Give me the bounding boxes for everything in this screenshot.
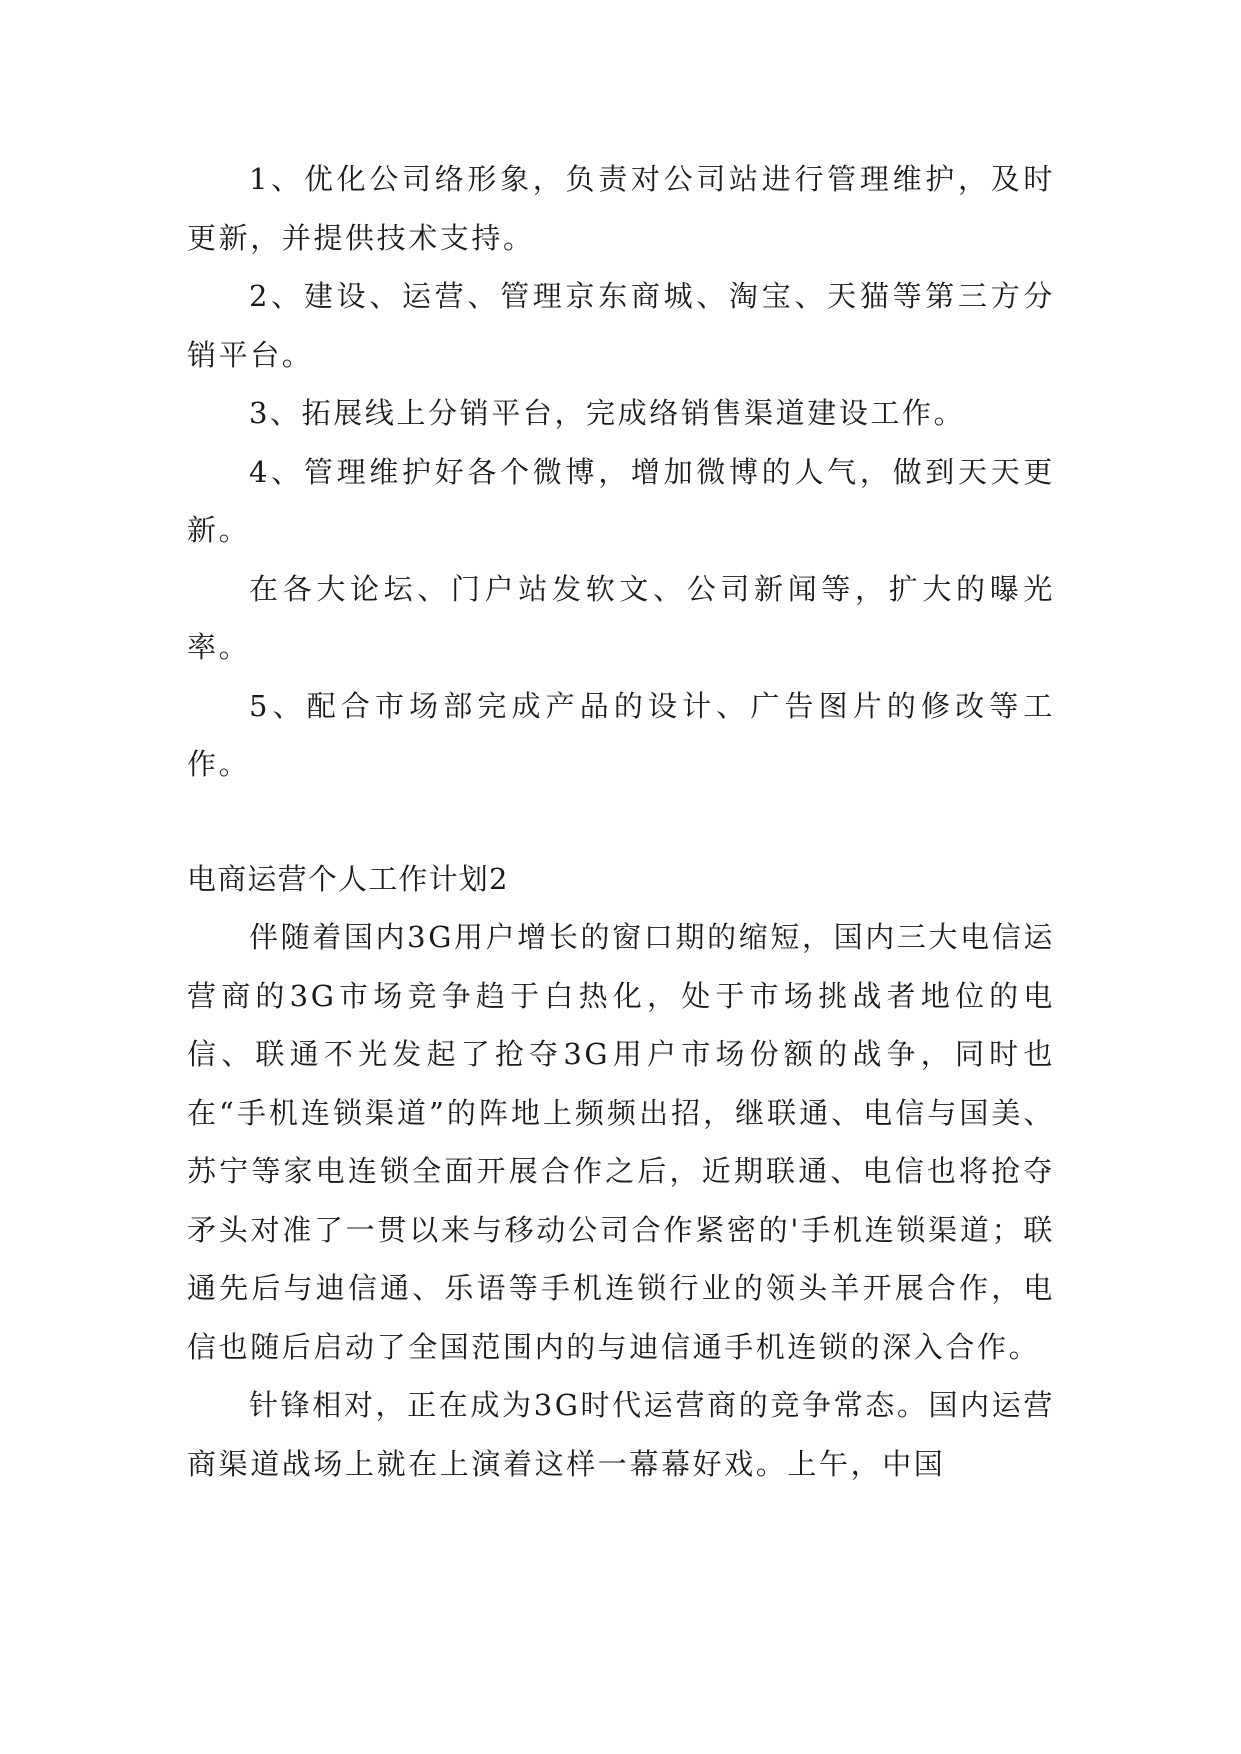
paragraph-item-4: 4、管理维护好各个微博，增加微博的人气，做到天天更新。 [187, 454, 1055, 547]
paragraph-forums: 在各大论坛、门户站发软文、公司新闻等，扩大的曝光率。 [187, 571, 1055, 664]
section-title: 电商运营个人工作计划2 [187, 861, 509, 896]
paragraph-operator-rivalry: 针锋相对，正在成为3G时代运营商的竞争常态。国内运营商渠道战场上就在上演着这样一幕幕好戏。上午，中国 [187, 1388, 1055, 1481]
document-body [187, 150, 1055, 1493]
paragraph-item-3: 3、拓展线上分销平台，完成络销售渠道建设工作。 [249, 396, 966, 430]
paragraph-3g-competition: 伴随着国内3G用户增长的窗口期的缩短，国内三大电信运营商的3G市场竞争趋于白热化，处于市场挑战者地位的电信、联通不光发起了抢夺3G用户市场份额的战争，同时也在“手机连锁渠道”的阵地上频频出招，继联通、电信与国美、苏宁等家电连锁全面开展合作之后，近期联通、电信也将抢夺矛头对准了一贯以来与移动公司合作紧密的'手机连锁渠道；联通先后与迪信通、乐语等手机连锁行业的领头羊开展合作，电信也随后启动了全国范围内的与迪信通手机连锁的深入合作。 [187, 920, 1055, 1364]
paragraph-item-1: 1、优化公司络形象，负责对公司站进行管理维护，及时更新，并提供技术支持。 [187, 162, 1055, 255]
paragraph-item-2: 2、建设、运营、管理京东商城、淘宝、天猫等第三方分销平台。 [187, 279, 1055, 372]
paragraph-item-5: 5、配合市场部完成产品的设计、广告图片的修改等工作。 [187, 688, 1055, 781]
